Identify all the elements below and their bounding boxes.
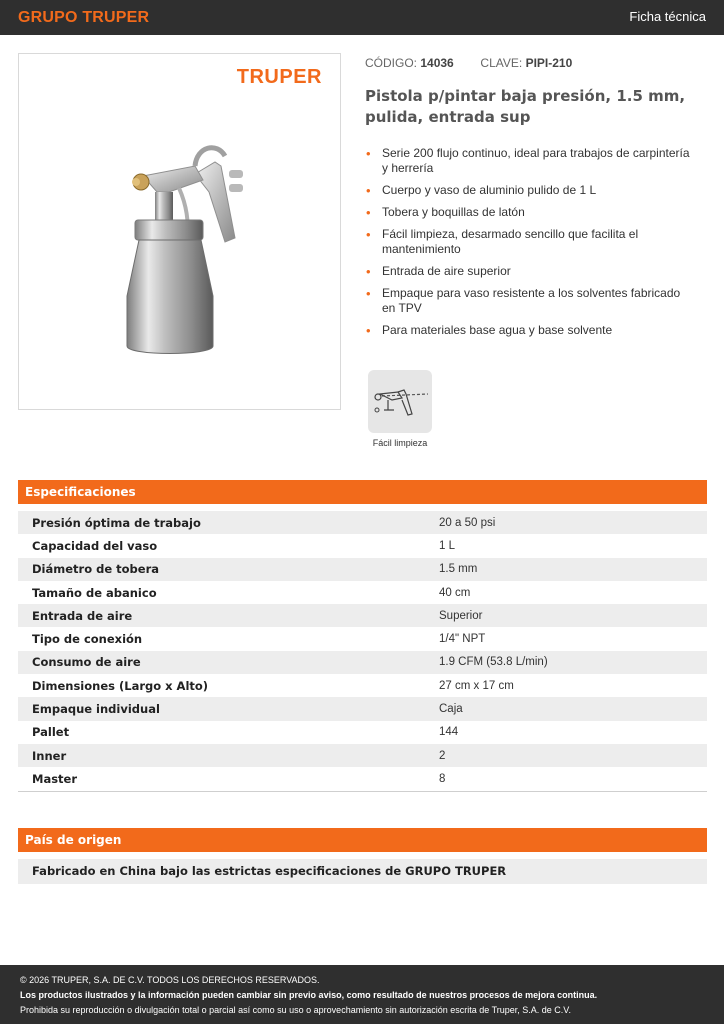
footer-notice: Los productos ilustrados y la información pueden cambiar sin previo aviso, como resultado de nuestros procesos de mejora continua. [20,990,598,1000]
spec-value: 2 [439,744,707,767]
feature-item: • Para materiales base agua y base solvente [366,323,696,338]
spec-key: Inner [18,744,439,767]
feature-item: • Serie 200 flujo continuo, ideal para trabajos de carpintería y herrería [366,146,696,176]
spec-key: Presión óptima de trabajo [18,511,439,534]
feature-item: • Tobera y boquillas de latón [366,205,696,220]
spec-key: Master [18,767,439,790]
feature-list [366,146,696,345]
spec-key: Capacidad del vaso [18,534,439,557]
feature-icon-caption: Fácil limpieza [372,438,428,448]
document-type-label: Ficha técnica [629,9,706,24]
spec-key: Tipo de conexión [18,627,439,650]
origin-heading: País de origen [18,828,707,852]
spec-value: 40 cm [439,581,707,604]
table-row [18,674,707,697]
spec-key: Entrada de aire [18,604,439,627]
table-row [18,767,707,790]
table-row [18,534,707,557]
specs-divider [18,791,707,792]
footer [0,965,724,1024]
clave-value: PIPI-210 [525,56,573,70]
spec-key: Pallet [18,721,439,744]
spec-value: 1/4" NPT [439,627,707,650]
specs-heading: Especificaciones [18,480,707,504]
product-image-logo: TRUPER [236,66,322,88]
spec-value: 1.9 CFM (53.8 L/min) [439,651,707,674]
product-title: Pistola p/pintar baja presión, 1.5 mm, pulida, entrada sup [365,87,686,126]
spec-value: Superior [439,604,707,627]
clave-label: CLAVE: [480,56,523,70]
top-bar [0,0,724,35]
spec-value: 20 a 50 psi [439,511,707,534]
spec-key: Diámetro de tobera [18,558,439,581]
spec-value: 1 L [439,534,707,557]
spec-value: 27 cm x 17 cm [439,674,707,697]
spec-value: 144 [439,721,707,744]
table-row [18,581,707,604]
spec-key: Empaque individual [18,697,439,720]
spray-gun-cleaning-icon [368,370,432,433]
footer-copyright: © 2026 TRUPER, S.A. DE C.V. TODOS LOS DERECHOS RESERVADOS. [20,975,320,985]
spray-gun-icon [117,136,247,361]
spec-value: Caja [439,697,707,720]
table-row [18,604,707,627]
spec-key: Dimensiones (Largo x Alto) [18,674,439,697]
feature-item: • Fácil limpieza, desarmado sencillo que facilita el mantenimiento [366,227,696,257]
codigo-value: 14036 [420,56,454,70]
table-row [18,627,707,650]
codigo-label: CÓDIGO: [365,56,418,70]
table-row [18,744,707,767]
table-row [18,511,707,534]
origin-text: Fabricado en China bajo las estrictas especificaciones de GRUPO TRUPER [18,859,707,884]
feature-icon-card [368,370,432,433]
product-codes [365,56,572,70]
table-row [18,721,707,744]
spec-key: Consumo de aire [18,651,439,674]
feature-item: • Empaque para vaso resistente a los solventes fabricado en TPV [366,286,696,316]
table-row [18,651,707,674]
product-image-box [18,53,341,410]
specs-table [18,511,707,791]
table-row [18,697,707,720]
footer-legal: Prohibida su reproducción o divulgación total o parcial así como su uso o aprovechamiento sin autorización escrita de Truper, S.A. de C.V. [20,1005,571,1015]
brand-logo[interactable]: GRUPO TRUPER [18,9,150,26]
spec-value: 8 [439,767,707,790]
spec-value: 1.5 mm [439,558,707,581]
feature-item: • Cuerpo y vaso de aluminio pulido de 1 L [366,183,696,198]
table-row [18,558,707,581]
feature-item: • Entrada de aire superior [366,264,696,279]
spec-key: Tamaño de abanico [18,581,439,604]
